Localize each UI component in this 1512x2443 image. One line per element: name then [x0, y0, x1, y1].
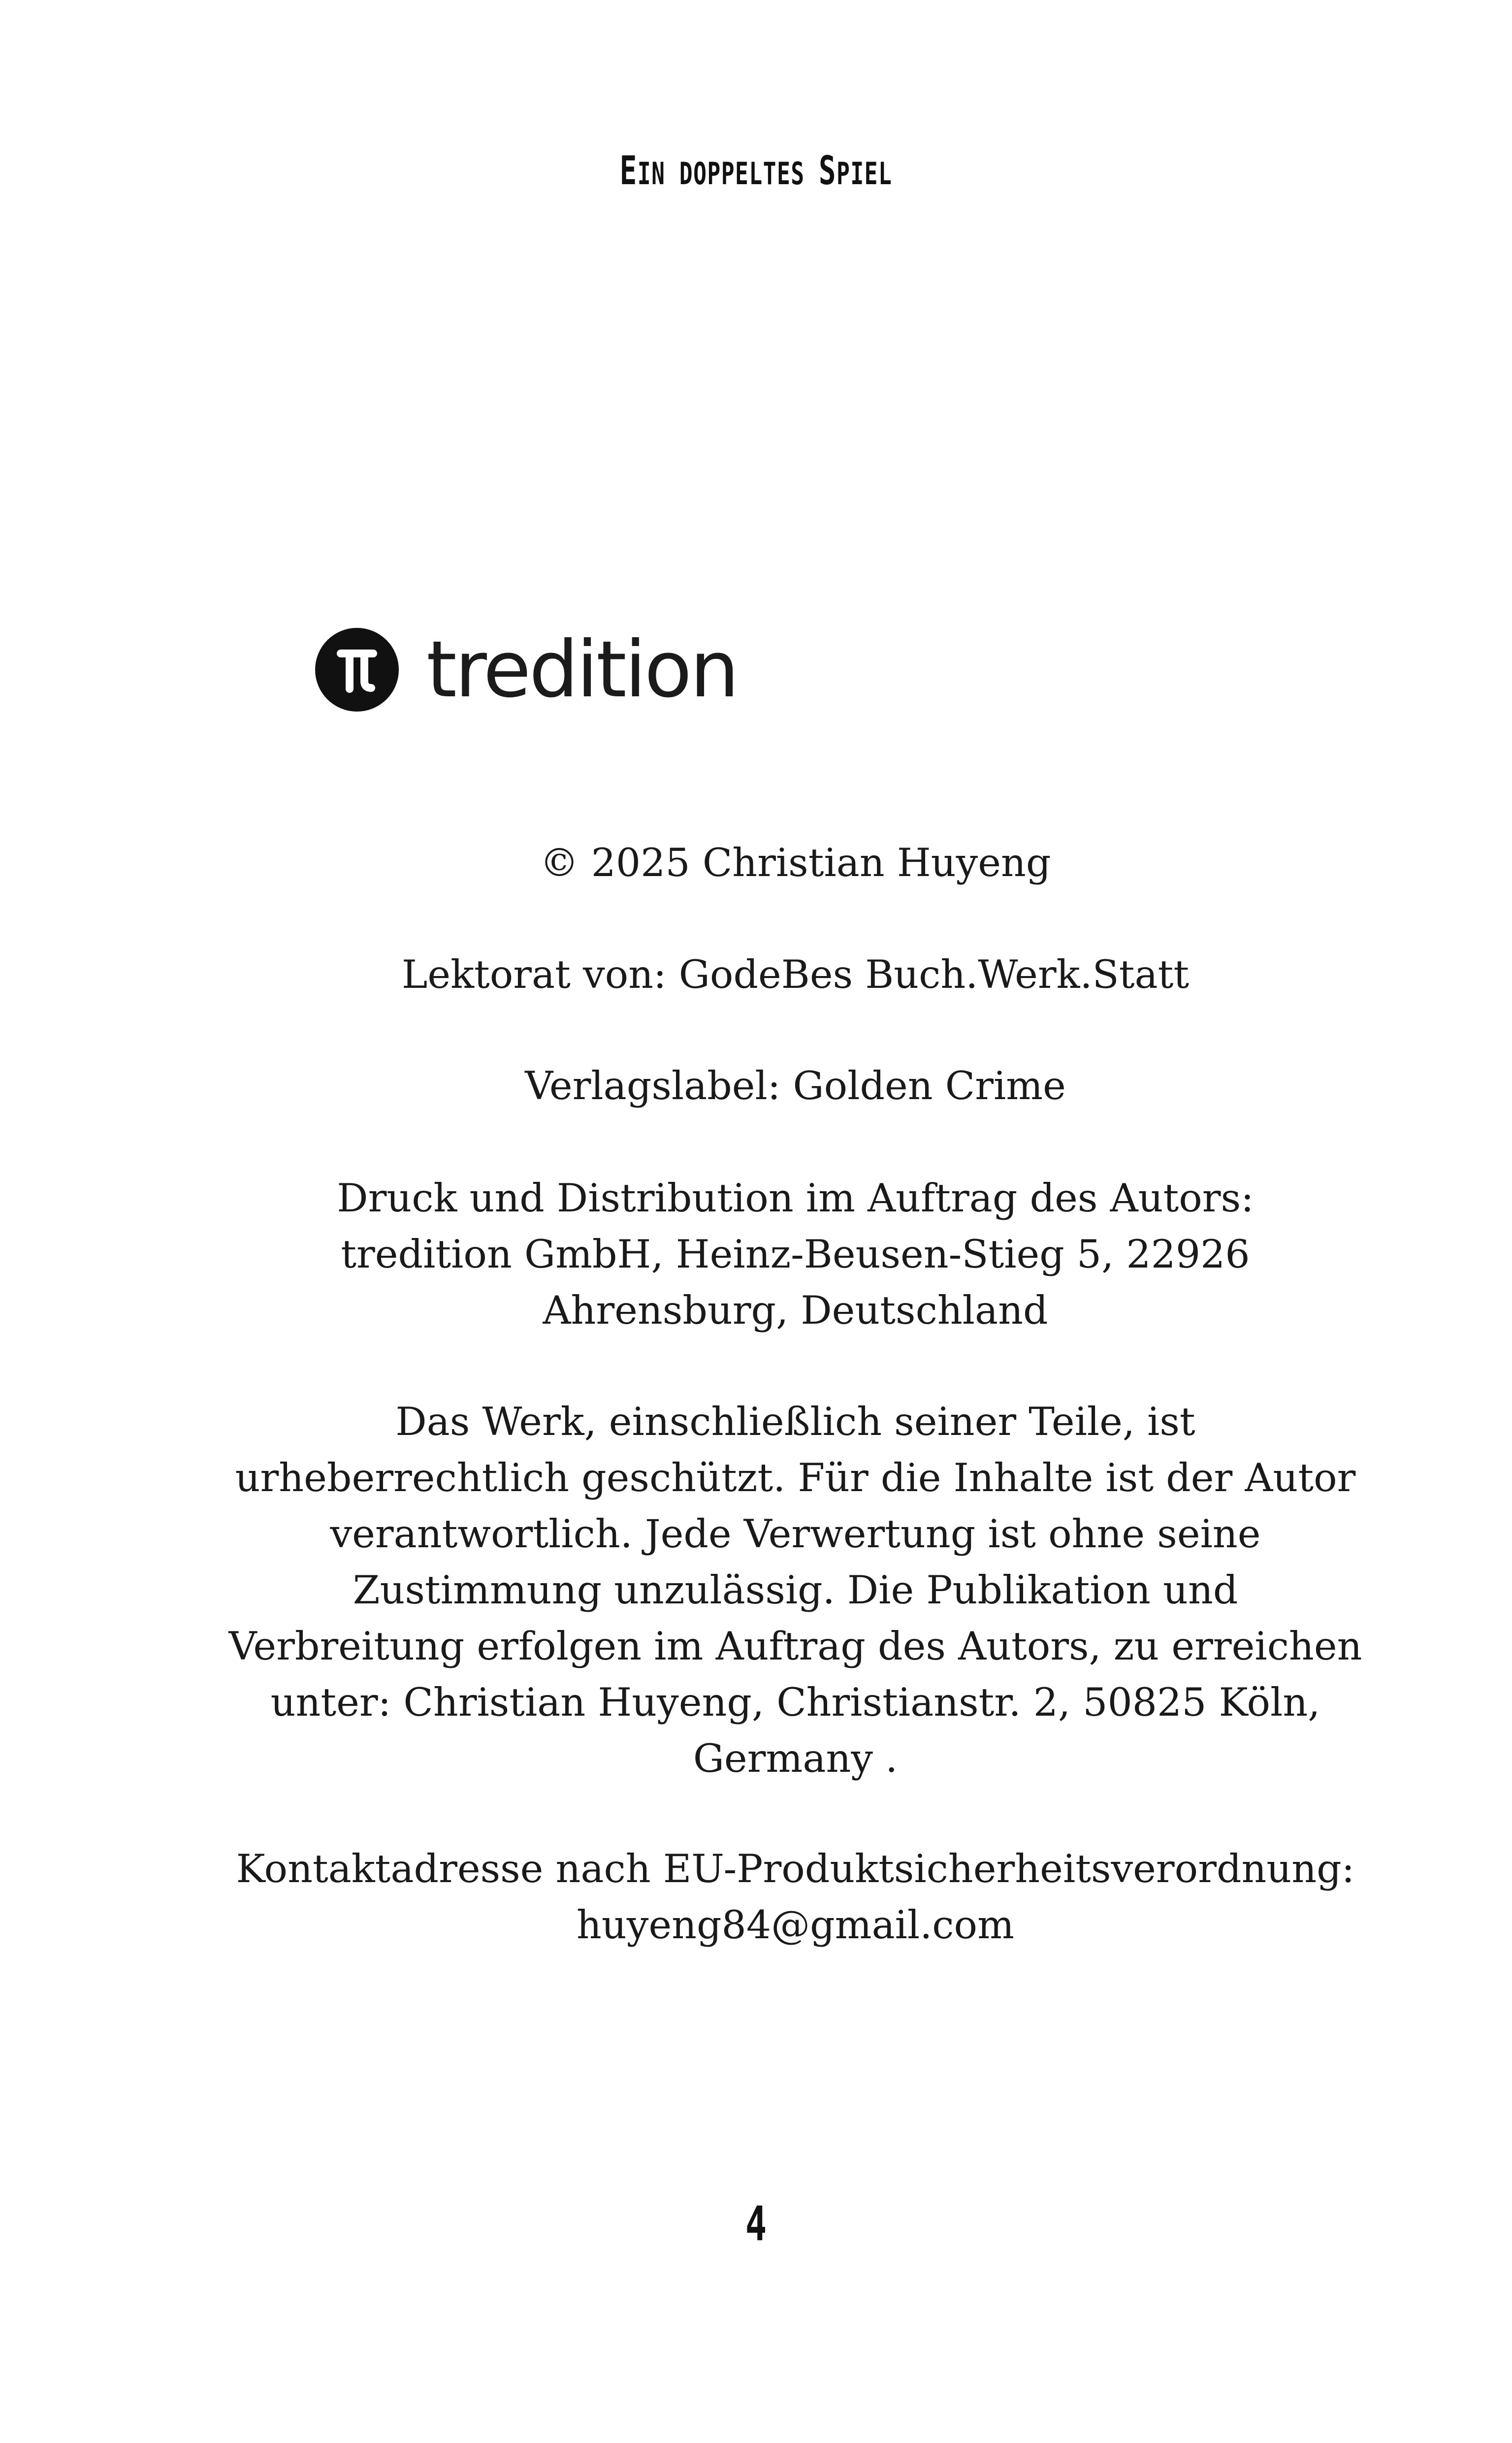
label-line: Verlagslabel: Golden Crime	[525, 1063, 1066, 1108]
print-line: tredition GmbH, Heinz-Beusen-Stieg 5, 22926	[341, 1232, 1250, 1277]
rights-line: urheberrechtlich geschützt. Für die Inhalte ist der Autor	[235, 1455, 1356, 1500]
page-number: 4	[745, 2196, 767, 2251]
copyright-line: © 2025 Christian Huyeng	[540, 840, 1051, 885]
print-distribution-block	[39, 1170, 1512, 1338]
rights-line: Das Werk, einschließlich seiner Teile, ist	[395, 1399, 1195, 1444]
print-line: Ahrensburg, Deutschland	[543, 1288, 1048, 1333]
publisher-wordmark: tredition	[426, 624, 738, 715]
running-head-initial-1: E	[619, 148, 638, 194]
rights-line: unter: Christian Huyeng, Christianstr. 2, 50825 Köln,	[270, 1680, 1320, 1725]
tredition-logo-icon	[315, 628, 399, 712]
rights-line: Germany .	[693, 1736, 898, 1781]
publisher-logo	[315, 625, 738, 714]
rights-notice-block	[39, 1394, 1512, 1787]
rights-line: Verbreitung erfolgen im Auftrag des Autors, zu erreichen	[228, 1624, 1362, 1669]
copyright-notice	[39, 835, 1512, 891]
running-head-initial-2: S	[818, 148, 837, 194]
contact-label: Kontaktadresse nach EU-Produktsicherheitsverordnung:	[236, 1846, 1355, 1891]
print-line: Druck und Distribution im Auftrag des Autors:	[337, 1175, 1254, 1221]
contact-email: huyeng84@gmail.com	[576, 1902, 1015, 1948]
running-head-part-1: IN DOPPELTES	[637, 156, 819, 192]
editor-line: Lektorat von: GodeBes Buch.Werk.Statt	[401, 952, 1190, 997]
rights-line: Zustimmung unzulässig. Die Publikation und	[353, 1567, 1238, 1613]
editor-credit	[39, 946, 1512, 1003]
running-head-part-2: PIEL	[836, 156, 893, 192]
publisher-label-credit	[39, 1058, 1512, 1114]
contact-block	[39, 1841, 1512, 1953]
rights-line: verantwortlich. Jede Verwertung ist ohne seine	[330, 1511, 1261, 1557]
running-head-title	[212, 148, 1300, 194]
